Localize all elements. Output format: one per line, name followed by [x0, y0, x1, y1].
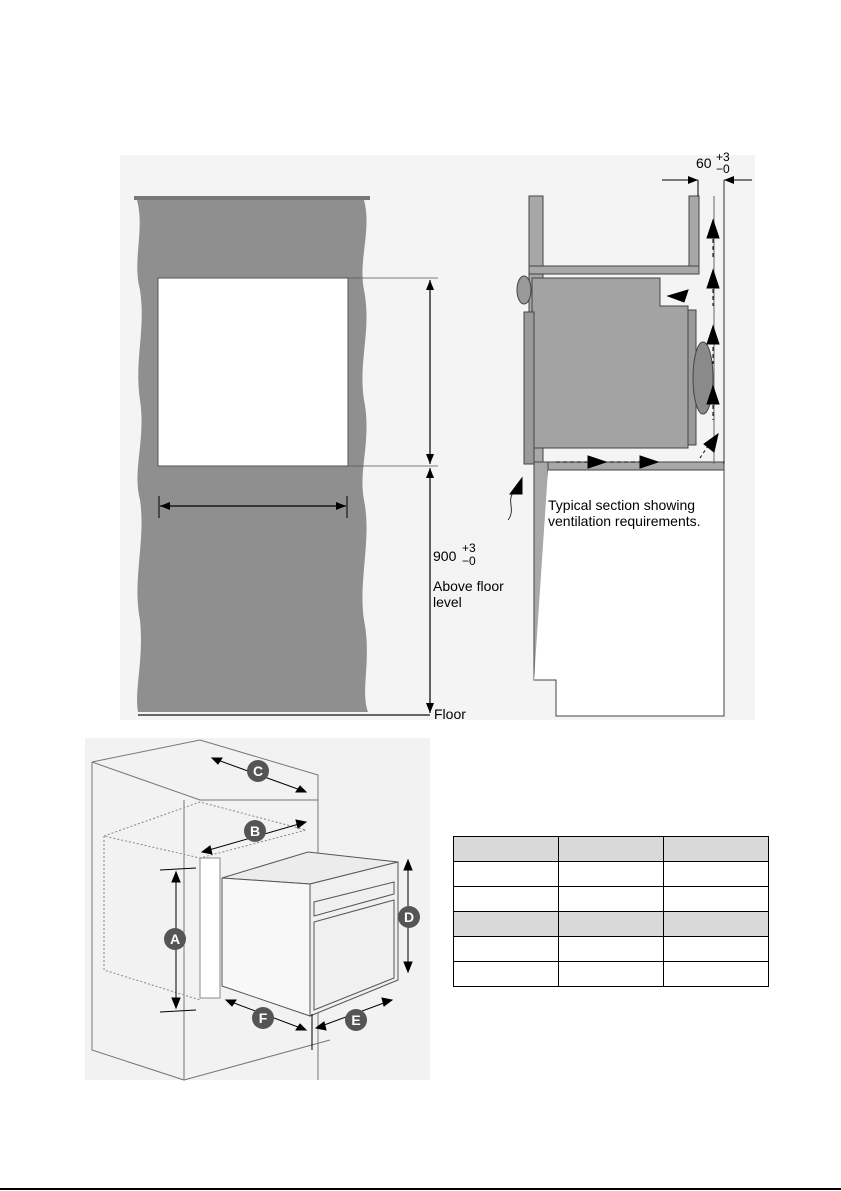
- table-cell: [559, 912, 664, 937]
- gap-value: 60: [696, 155, 712, 171]
- height-note: Above floor level: [433, 578, 504, 610]
- upper-shelf: [529, 266, 699, 274]
- table-cell: [559, 937, 664, 962]
- table-cell: [454, 962, 559, 987]
- oven-control-knob: [517, 276, 531, 304]
- table-cell: [559, 887, 664, 912]
- table-header-row: [454, 837, 769, 862]
- table-cell: [559, 837, 664, 862]
- table-cell: [454, 912, 559, 937]
- table-cell: [559, 862, 664, 887]
- table-cell: [664, 887, 769, 912]
- table-cell: [664, 862, 769, 887]
- table-cell: [664, 962, 769, 987]
- table-cell: [664, 837, 769, 862]
- dimension-marker-b: B: [244, 820, 266, 842]
- gap-tolerance-plus: +3: [716, 150, 730, 164]
- table-cell: [454, 862, 559, 887]
- dimension-marker-c: C: [247, 760, 269, 782]
- oven-door: [524, 312, 534, 464]
- lower-shelf: [534, 462, 724, 470]
- table-cell: [454, 937, 559, 962]
- front-top-line: [134, 196, 370, 200]
- dimension-marker-e: E: [345, 1009, 367, 1031]
- table-cell: [454, 887, 559, 912]
- dimension-marker-a: A: [164, 928, 186, 950]
- table-row: [454, 962, 769, 987]
- dimension-marker-d: D: [398, 906, 420, 928]
- dimension-marker-f: F: [252, 1007, 274, 1029]
- floor-label: Floor: [434, 706, 466, 722]
- table-cell: [664, 912, 769, 937]
- table-header-row: [454, 912, 769, 937]
- table-cell: [559, 962, 664, 987]
- table-cell: [664, 937, 769, 962]
- dimension-table: [453, 836, 769, 987]
- table-row: [454, 887, 769, 912]
- footer-rule: [0, 1188, 841, 1190]
- table-cell: [454, 837, 559, 862]
- height-tolerance-plus: +3: [462, 541, 476, 555]
- oven-opening: [158, 278, 348, 466]
- gap-tolerance-minus: −0: [716, 162, 730, 176]
- height-value: 900: [433, 548, 457, 564]
- upper-back-wall: [689, 196, 699, 274]
- height-tolerance-minus: −0: [462, 554, 476, 568]
- section-caption: Typical section showing ventilation requirements.: [548, 497, 701, 529]
- table-row: [454, 937, 769, 962]
- table-row: [454, 862, 769, 887]
